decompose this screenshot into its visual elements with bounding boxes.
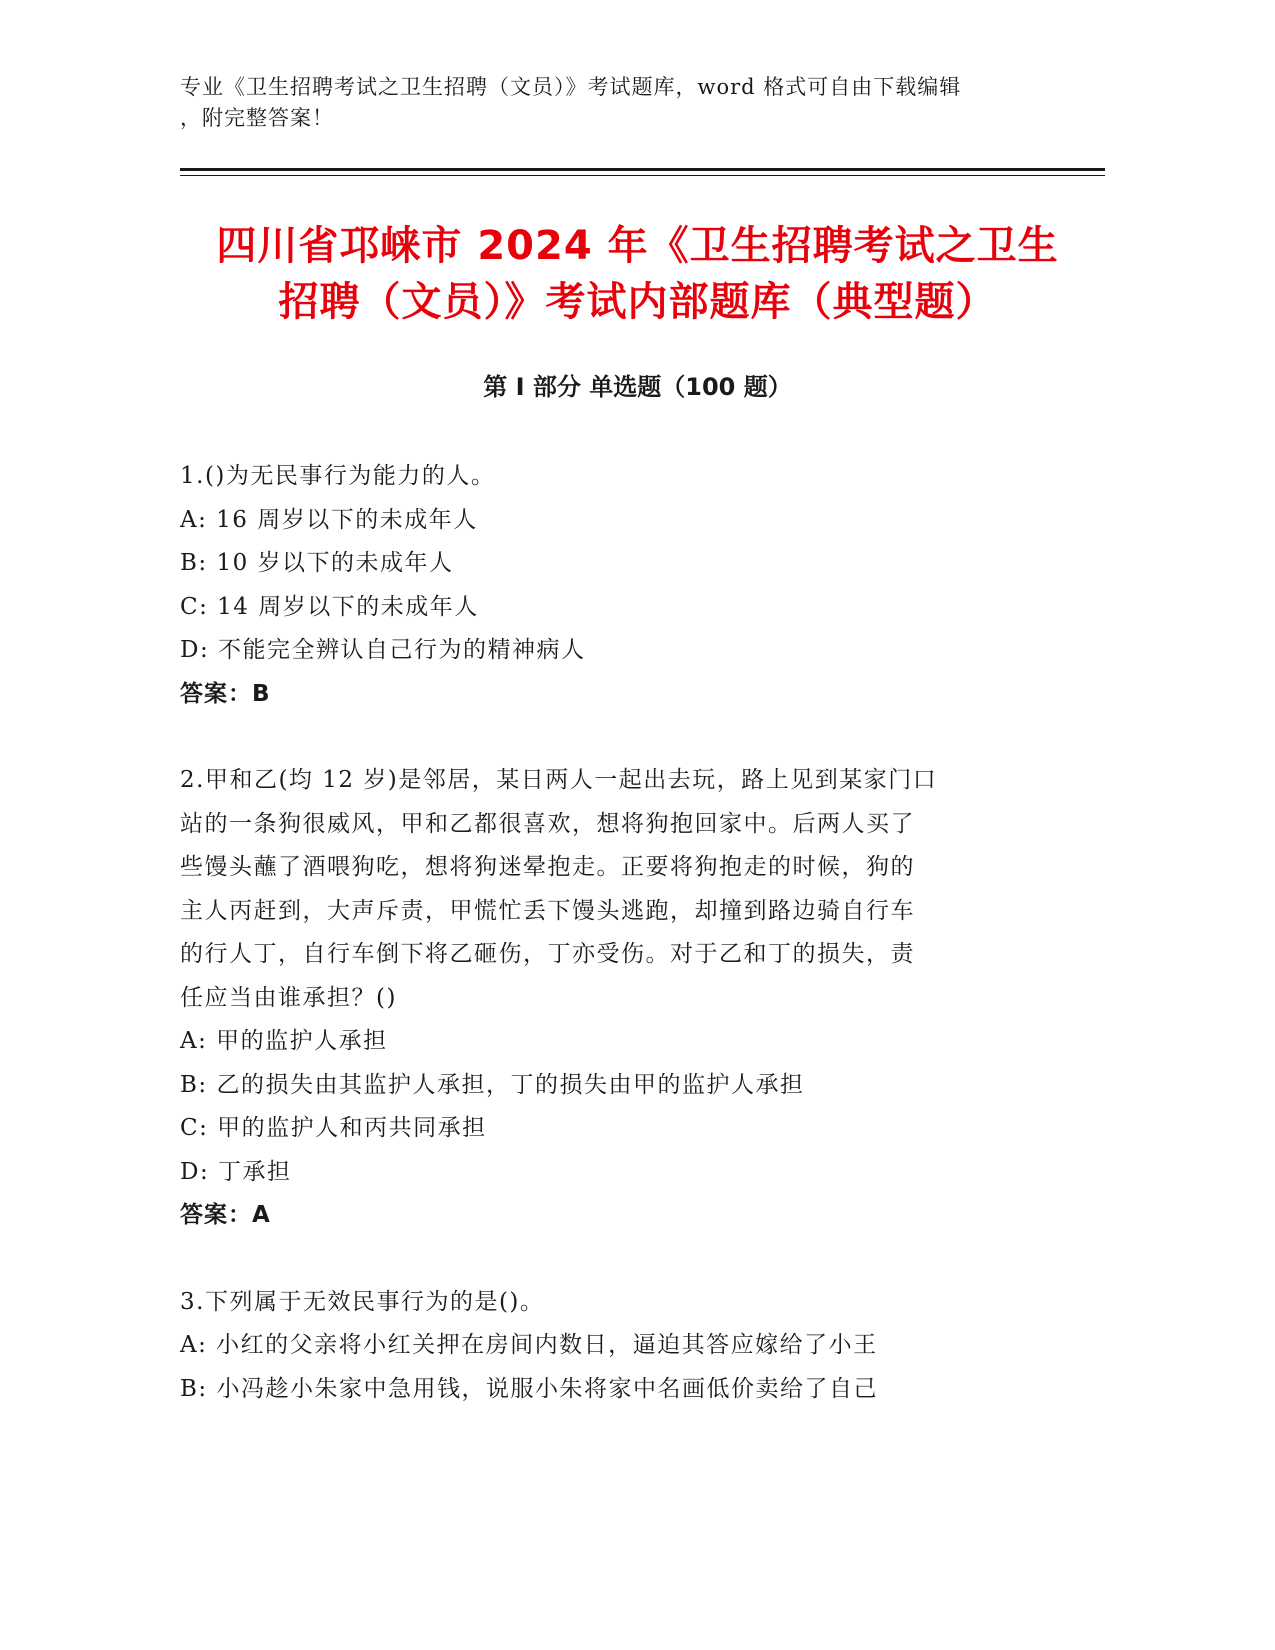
header-divider-thin [180, 175, 1105, 176]
option-a: A: 甲的监护人承担 [180, 1028, 388, 1054]
question-stem: 3.下列属于无效民事行为的是()。 [180, 1288, 545, 1315]
document-title-line-1: 四川省邛崃市 2024 年《卫生招聘考试之卫生 [216, 223, 1059, 269]
question-stem-line: 任应当由谁承担？() [180, 984, 397, 1011]
header-note-line-1: 专业《卫生招聘考试之卫生招聘（文员）》考试题库，word 格式可自由下载编辑 [180, 75, 962, 99]
section-title: 第 I 部分 单选题（100 题） [483, 373, 792, 401]
question-list [180, 455, 1030, 1454]
option-b: B: 乙的损失由其监护人承担，丁的损失由甲的监护人承担 [180, 1071, 805, 1098]
option-a: A: 16 周岁以下的未成年人 [180, 506, 478, 533]
question-2 [180, 759, 1030, 1238]
header-note-line-2: ，附完整答案！ [180, 106, 334, 130]
question-stem: 1.()为无民事行为能力的人。 [180, 463, 496, 489]
header-divider-thick [180, 168, 1105, 171]
document-title-line-2: 招聘（文员）》考试内部题库（典型题） [278, 279, 997, 325]
option-c: C: 甲的监护人和丙共同承担 [180, 1115, 487, 1141]
question-stem-line: 主人丙赶到，大声斥责，甲慌忙丢下馒头逃跑，却撞到路边骑自行车 [180, 897, 915, 924]
option-d: D: 不能完全辨认自己行为的精神病人 [180, 637, 586, 663]
option-a: A: 小红的父亲将小红关押在房间内数日，逼迫其答应嫁给了小王 [180, 1332, 878, 1358]
answer-label: 答案：A [180, 1202, 271, 1228]
question-stem-line: 的行人丁，自行车倒下将乙砸伤，丁亦受伤。对于乙和丁的损失，责 [180, 941, 915, 967]
answer-label: 答案：B [180, 680, 271, 707]
question-stem-line: 2.甲和乙(均 12 岁)是邻居，某日两人一起出去玩，路上见到某家门口 [180, 767, 938, 793]
question-stem-line: 些馒头蘸了酒喂狗吃，想将狗迷晕抱走。正要将狗抱走的时候，狗的 [180, 854, 915, 880]
option-c: C: 14 周岁以下的未成年人 [180, 593, 479, 620]
option-b: B: 10 岁以下的未成年人 [180, 550, 454, 576]
option-d: D: 丁承担 [180, 1158, 292, 1185]
question-1 [180, 455, 1030, 716]
question-3 [180, 1281, 1030, 1412]
header-note [180, 72, 1080, 134]
document-title [150, 218, 1125, 330]
option-b: B: 小冯趁小朱家中急用钱，说服小朱将家中名画低价卖给了自己 [180, 1375, 878, 1402]
question-stem-line: 站的一条狗很威风，甲和乙都很喜欢，想将狗抱回家中。后两人买了 [180, 810, 915, 837]
